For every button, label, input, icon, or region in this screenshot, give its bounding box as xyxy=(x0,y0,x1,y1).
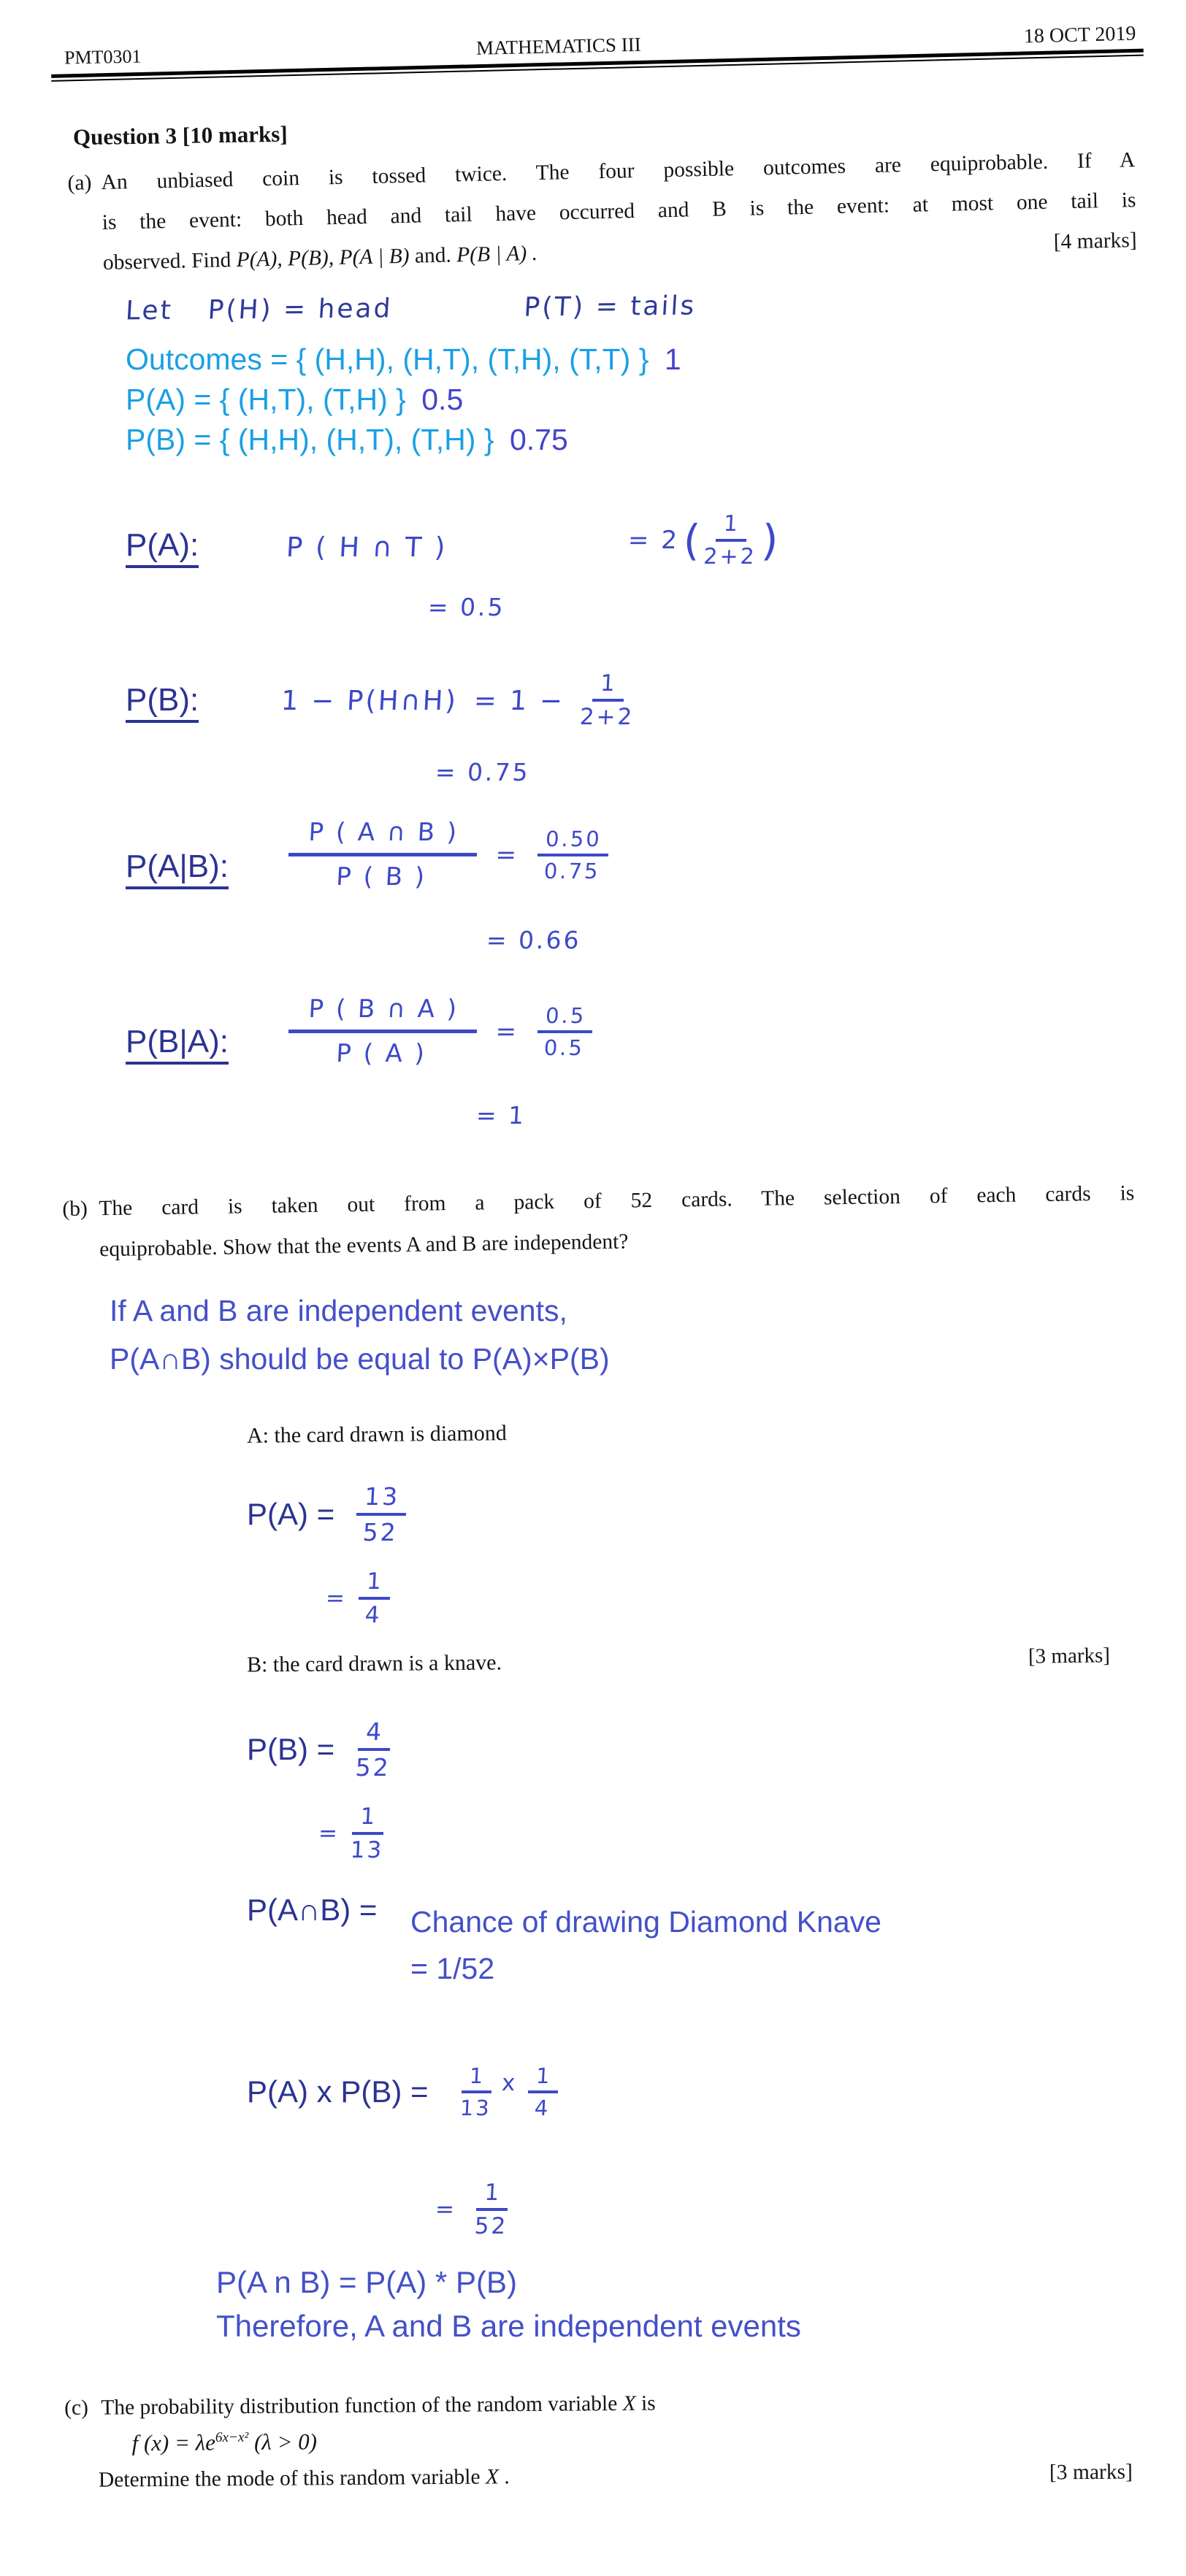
outcomes-value: 1 xyxy=(664,342,681,376)
pa-card-line xyxy=(247,1482,406,1546)
pb-set-line: P(B) = { (H,H), (H,T), (T,H) } 0.75 xyxy=(126,423,568,456)
pa-card-label: P(A) = xyxy=(247,1497,335,1531)
part-c-prompt xyxy=(64,2388,1133,2493)
part-a-line1: An unbiased coin is tossed twice. The four possible outcomes are equiprobable. If A xyxy=(101,148,1136,194)
part-b-label: (b) xyxy=(62,1197,88,1221)
part-a-prompt xyxy=(67,140,1137,284)
papb-line xyxy=(247,2063,558,2120)
part-c-line1: (c) The probability distribution function of the random variable X is xyxy=(64,2391,656,2420)
header-title: MATHEMATICS III xyxy=(475,33,642,59)
pa-fraction: $\frac{1}{2+2}$ xyxy=(703,511,757,570)
papb-result: = $\frac{1}{52}$ xyxy=(434,2180,510,2239)
part-c-label: (c) xyxy=(64,2396,89,2420)
question-title: Question 3 [10 marks] xyxy=(72,120,288,150)
pa-result: = 0.5 xyxy=(426,593,506,621)
note-line1: If A and B are independent events, xyxy=(110,1294,567,1327)
pb-label: P(B): xyxy=(126,682,199,718)
panb-text2: = 1/52 xyxy=(410,1952,495,1985)
pa-card-result-fraction: $\frac{1}{4}$ xyxy=(357,1568,391,1628)
pba-fraction2: $\frac{0.5}{0.5}$ xyxy=(536,1003,594,1060)
formula-exponent: 6x−x² xyxy=(215,2429,249,2446)
pab-fraction2: $\frac{0.50}{0.75}$ xyxy=(536,827,610,883)
papb-times: x xyxy=(501,2070,519,2096)
pb-set-value: 0.75 xyxy=(509,423,568,456)
part-a-label: (a) xyxy=(67,171,92,195)
event-b-definition: B: the card drawn is a knave. xyxy=(246,1650,502,1677)
part-c-line2: Determine the mode of this random variable X . xyxy=(98,2465,510,2492)
pa-set-line: P(A) = { (H,T), (T,H) } 0.5 xyxy=(126,383,464,416)
part-a-line2: is the event: both head and tail have occurred and B is the event: at most one tail is xyxy=(102,188,1136,234)
event-a-definition: A: the card drawn is diamond xyxy=(246,1421,507,1448)
part-a-marks: [4 marks] xyxy=(1053,229,1137,254)
pba-label: P(B|A): xyxy=(126,1024,229,1060)
part-a-math1: P(A), P(B), P(A | B) xyxy=(236,244,410,272)
papb-fraction2: $\frac{1}{4}$ xyxy=(527,2063,560,2120)
pab-fraction1: $\frac{P ( A \cap B )}{P ( B )}$ xyxy=(286,818,478,892)
header-rule-shadow xyxy=(51,55,1144,82)
pb-card-result: = $\frac{1}{13}$ xyxy=(317,1803,386,1863)
pa-card-fraction: $\frac{13}{52}$ xyxy=(355,1482,408,1546)
conclusion-line2: Therefore, A and B are independent events xyxy=(216,2309,801,2343)
pb-calc: 1 − P(H∩H) = 1 − $\frac{1}{2+2}$ xyxy=(280,670,637,730)
outcome-sets xyxy=(126,340,681,460)
panb-label: P(A∩B) = xyxy=(247,1893,378,1927)
pba-result: = 1 xyxy=(475,1101,527,1130)
pab-result: = 0.66 xyxy=(485,926,582,954)
pa-card-result: = $\frac{1}{4}$ xyxy=(324,1568,391,1628)
pab-calc: $\frac{P ( A \cap B )}{P ( B )}$ = $\frac{0.50}{0.75}$ xyxy=(286,818,610,892)
part-b-prompt xyxy=(62,1173,1136,1270)
papb-result-fraction: $\frac{1}{52}$ xyxy=(473,2180,509,2239)
note-line2: P(A∩B) should be equal to P(A)×P(B) xyxy=(110,1342,610,1376)
part-c-marks: [3 marks] xyxy=(1049,2460,1133,2485)
pba-calc: $\frac{P ( B \cap A )}{P ( A )}$ = $\frac{0.5}{0.5}$ xyxy=(286,994,594,1068)
part-b-marks: [3 marks] xyxy=(1028,1644,1111,1668)
conclusion-line1: P(A n B) = P(A) * P(B) xyxy=(216,2265,517,2299)
conclusion xyxy=(216,2261,801,2348)
part-a-line3: observed. Find P(A), P(B), P(A | B) and. P(B | A) . xyxy=(102,241,538,275)
part-c-var2: X xyxy=(485,2465,500,2489)
hand-pt: P(T) = tails xyxy=(523,291,697,323)
hand-let-line xyxy=(125,291,697,326)
outcomes-line: Outcomes = { (H,H), (H,T), (T,H), (T,T) } 1 xyxy=(126,342,681,376)
part-c-formula: f $(x) = \lambda e^{6x-x^2}$ (λ > 0) xyxy=(131,2429,318,2456)
part-b-line1: The card is taken out from a pack of 52 cards. The selection of each cards is xyxy=(99,1181,1135,1221)
pb-card-label: P(B) = xyxy=(247,1732,335,1766)
pb-fraction: $\frac{1}{2+2}$ xyxy=(578,670,635,730)
course-code: PMT0301 xyxy=(64,45,142,69)
header-date: 18 OCT 2019 xyxy=(1023,22,1136,48)
page-header xyxy=(0,0,1186,98)
part-a-math2: P(B | A) . xyxy=(456,241,538,267)
pa-expr: P ( H ∩ T ) xyxy=(285,532,448,563)
pa-calc: = 2 ( $\frac{1}{2+2}$ ) xyxy=(627,511,780,570)
part-b-line2: equiprobable. Show that the events A and B are independent? xyxy=(99,1230,629,1262)
panb-text xyxy=(410,1898,881,1992)
open-paren: ( xyxy=(682,515,702,565)
pb-card-fraction: $\frac{4}{52}$ xyxy=(354,1717,391,1782)
pb-card-line xyxy=(247,1717,391,1782)
independence-note xyxy=(110,1287,610,1383)
pab-label: P(A|B): xyxy=(126,848,229,885)
papb-fraction1: $\frac{1}{13}$ xyxy=(459,2063,492,2120)
hand-let: Let xyxy=(124,295,174,326)
pa-label: P(A): xyxy=(126,527,199,564)
part-c-var1: X xyxy=(622,2391,636,2415)
papb-label: P(A) x P(B) = xyxy=(247,2074,429,2109)
pb-card-result-fraction: $\frac{1}{13}$ xyxy=(349,1803,385,1863)
pa-set-value: 0.5 xyxy=(421,383,464,416)
pba-fraction1: $\frac{P ( B \cap A )}{P ( A )}$ xyxy=(286,994,478,1068)
hand-ph: P(H) = head xyxy=(207,294,394,326)
pb-result: = 0.75 xyxy=(434,758,531,786)
panb-text1: Chance of drawing Diamond Knave xyxy=(410,1905,881,1939)
close-paren: ) xyxy=(760,515,780,565)
